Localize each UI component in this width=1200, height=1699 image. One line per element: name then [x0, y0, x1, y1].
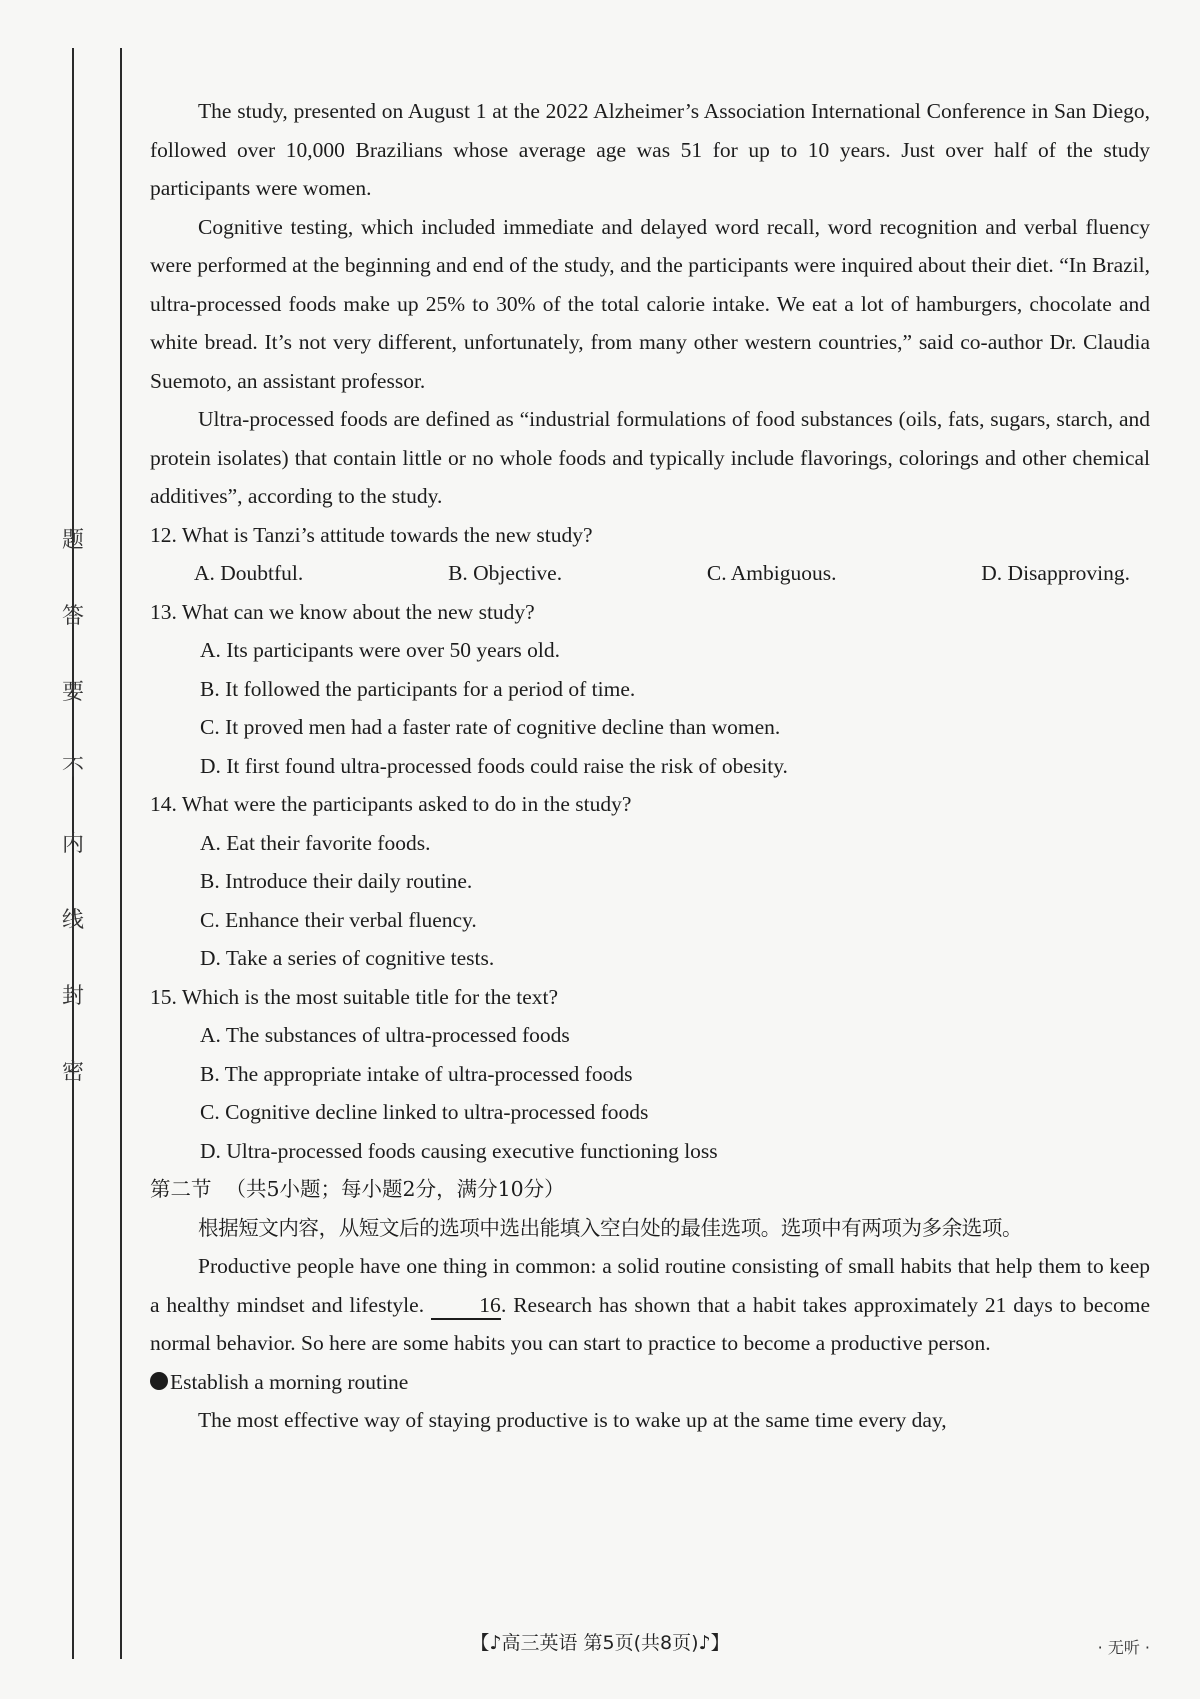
option-a: A. The substances of ultra-processed foods [200, 1023, 570, 1047]
page-footer [0, 1628, 1200, 1655]
seal-char: 要 [61, 680, 84, 705]
paragraph-definition: Ultra-processed foods are defined as “industrial formulations of food substances (oils, fats, sugars, starch, and protein isolates) that contain little or no whole foods and typically include flavorings, colorings and other chemical additives”, according to the study. [150, 407, 1150, 508]
seal-char: 不 [61, 756, 84, 781]
paragraph-productive-people [150, 1247, 1150, 1363]
paragraph-text-after-blank: . Research has shown that a habit takes approximately 21 days to become normal behavior. So here are some habits you can start to practice to become a productive person. [150, 1292, 1150, 1355]
question-stem: 13. What can we know about the new study? [150, 599, 535, 624]
question-stem: 12. What is Tanzi’s attitude towards the new study? [150, 522, 593, 547]
option-b: B. The appropriate intake of ultra-processed foods [200, 1061, 633, 1086]
bullet-heading-text: Establish a morning routine [170, 1369, 409, 1394]
seal-notice [55, 530, 91, 1084]
bullet-heading [150, 1363, 1150, 1402]
seal-char: 内 [61, 832, 84, 857]
option-d: D. Ultra-processed foods causing executive functioning loss [200, 1138, 718, 1163]
option-c: C. It proved men had a faster rate of cognitive decline than women. [200, 715, 781, 739]
question-13 [150, 593, 1150, 786]
section-heading [150, 1170, 1150, 1209]
option-row [150, 554, 1150, 593]
seal-char: 封 [61, 984, 84, 1009]
option-b: B. Introduce their daily routine. [200, 869, 473, 893]
option-c: C. Enhance their verbal fluency. [200, 907, 477, 932]
seal-char: 线 [61, 908, 84, 933]
paragraph-morning-routine: The most effective way of staying productive is to wake up at the same time every day, [198, 1408, 947, 1432]
question-stem: 15. Which is the most suitable title for the text? [150, 984, 559, 1009]
option-a: A. Its participants were over 50 years old. [200, 638, 561, 662]
question-stem: 14. What were the participants asked to do in the study? [150, 792, 632, 816]
question-12 [150, 516, 1150, 593]
binding-margin [0, 0, 130, 1699]
option-d: D. Disapproving. [981, 561, 1130, 585]
question-14 [150, 785, 1150, 978]
seal-char: 答 [61, 604, 84, 629]
paragraph-study-intro: The study, presented on August 1 at the 2022 Alzheimer’s Association International Conference in San Diego, followed over 10,000 Brazilians whose average age was 51 for up to 10 years. Just over half of the study participants were women. [150, 99, 1150, 200]
option-a: A. Eat their favorite foods. [200, 830, 431, 855]
option-a: A. Doubtful. [194, 561, 304, 585]
paragraph-text-before-blank: Productive people have one thing in common: a solid routine consisting of small habits that help them to keep a healthy mindset and lifestyle. [150, 1254, 1150, 1317]
section-title: 第二节 [150, 1177, 212, 1201]
bullet-icon [150, 1372, 168, 1390]
option-c: C. Ambiguous. [706, 561, 837, 585]
footer-page-info: 【♪高三英语 第5页(共8页)♪】 [470, 1632, 730, 1654]
section-instruction: 根据短文内容，从短文后的选项中选出能填入空白处的最佳选项。选项中有两项为多余选项。 [198, 1215, 1023, 1240]
option-d: D. It first found ultra-processed foods could raise the risk of obesity. [200, 753, 788, 778]
question-15 [150, 978, 1150, 1171]
option-b: B. It followed the participants for a period of time. [200, 676, 636, 701]
section-subtitle: （共5小题；每小题2分，满分10分） [225, 1177, 565, 1201]
blank-16: 16 [431, 1292, 501, 1320]
seal-char: 密 [61, 1060, 84, 1085]
footer-note: · 无听 · [1097, 1638, 1150, 1657]
seal-char: 题 [61, 528, 84, 553]
option-c: C. Cognitive decline linked to ultra-processed foods [200, 1100, 649, 1124]
option-b: B. Objective. [448, 561, 563, 585]
margin-line-inner [120, 48, 122, 1659]
paragraph-cognitive-testing: Cognitive testing, which included immediate and delayed word recall, word recognition and verbal fluency were performed at the beginning and end of the study, and the participants were inquired about their diet. “In Brazil, ultra-processed foods make up 25% to 30% of the total calorie intake. We eat a lot of hamburgers, chocolate and white bread. It’s not very different, unfortunately, from many other western countries,” said co-author Dr. Claudia Suemoto, an assistant professor. [150, 214, 1150, 393]
page-content [150, 92, 1150, 1440]
option-d: D. Take a series of cognitive tests. [200, 946, 495, 970]
